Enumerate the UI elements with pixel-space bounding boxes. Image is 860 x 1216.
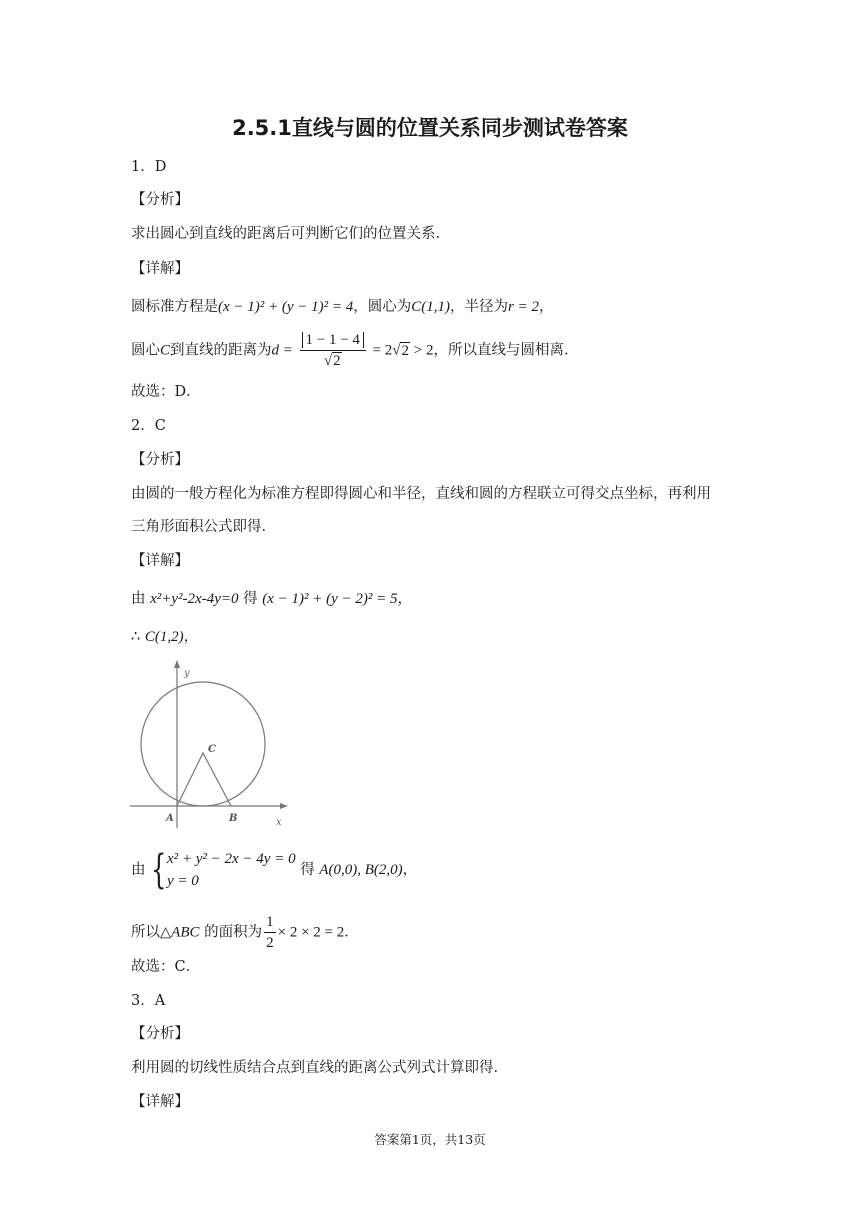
text: 得 — [243, 591, 258, 607]
center-point: C(1,1) — [411, 299, 451, 315]
brace-icon: { — [150, 847, 166, 893]
x-axis-arrow-icon — [280, 803, 288, 809]
text: ，圆心为 — [353, 299, 412, 315]
q2-conclusion: 故选：C． — [131, 959, 201, 975]
text: ， — [539, 299, 554, 315]
q2-detail-tag: 【详解】 — [131, 553, 189, 569]
q2-answer: 2．C — [131, 418, 166, 434]
text: ． — [344, 924, 359, 941]
q1-analysis: 求出圆心到直线的距离后可判断它们的位置关系． — [131, 226, 450, 242]
triangle-name: ABC — [171, 924, 200, 941]
point-b-label: B — [229, 813, 238, 824]
q1-detail-line-1 — [131, 297, 554, 317]
distance-fraction: $\frac{1 - 1 - 4}{√2}$ — [300, 330, 366, 371]
text: ， — [402, 862, 418, 878]
standard-equation: (x − 1)² + (y − 2)² = 5 — [262, 591, 398, 607]
intersection-points: A(0,0), B(2,0) — [319, 862, 403, 878]
circle-triangle-figure — [128, 660, 288, 828]
area-fraction: $\frac{1}{2}$ — [266, 914, 274, 951]
q2-analysis-line-2: 三角形面积公式即得． — [131, 519, 276, 535]
general-equation: x²+y²-2x-4y=0 — [150, 591, 239, 607]
circle-equation: (x − 1)² + (y − 1)² = 4 — [218, 299, 354, 315]
page-footer: 答案第1页，共13页 — [374, 1132, 486, 1147]
text: 所以△ — [131, 924, 172, 941]
page-title: 2.5.1直线与圆的位置关系同步测试卷答案 — [232, 116, 628, 140]
point-a-label: A — [166, 813, 174, 824]
circle — [141, 682, 265, 806]
text: 由 — [131, 862, 146, 878]
text: ， — [183, 629, 199, 645]
text: 由 — [131, 591, 146, 607]
area-result: × 2 × 2 = 2 — [277, 924, 345, 941]
equation-system — [167, 848, 296, 892]
q3-analysis-tag: 【分析】 — [131, 1026, 189, 1042]
q1-analysis-tag: 【分析】 — [131, 192, 189, 208]
q2-detail-line-1 — [131, 589, 412, 609]
q2-area-line — [131, 912, 359, 953]
text: ，半径为 — [450, 299, 509, 315]
q2-system-line — [131, 848, 417, 892]
text: 得 — [300, 862, 315, 878]
triangle-abc — [177, 753, 231, 806]
text: 圆心 — [131, 342, 160, 359]
text: 圆标准方程是 — [131, 299, 218, 315]
q1-answer: 1．D — [131, 159, 167, 175]
distance-label: d = — [271, 342, 293, 359]
system-equation-2: y = 0 — [166, 873, 199, 889]
y-axis-arrow-icon — [174, 660, 180, 668]
system-equation-1: x² + y² − 2x − 4y = 0 — [166, 851, 296, 867]
text: 的面积为 — [204, 924, 263, 941]
q3-detail-tag: 【详解】 — [131, 1094, 189, 1110]
radius-value: r = 2 — [508, 299, 539, 315]
q1-detail-tag: 【详解】 — [131, 261, 189, 277]
therefore-symbol: ∴ — [131, 629, 141, 645]
q3-analysis: 利用圆的切线性质结合点到直线的距离公式列式计算即得． — [131, 1060, 508, 1076]
q2-analysis-tag: 【分析】 — [131, 452, 189, 468]
q2-detail-line-2 — [131, 627, 198, 647]
text: ，所以直线与圆相离． — [433, 342, 579, 359]
fraction-numerator: 1 − 1 − 4 — [302, 332, 364, 348]
q1-detail-line-2 — [131, 330, 578, 371]
distance-result: = 2√2 > 2 — [372, 342, 434, 359]
text: 到直线的距离为 — [170, 342, 272, 359]
q3-answer: 3．A — [131, 993, 166, 1009]
q2-analysis-line-1: 由圆的一般方程化为标准方程即得圆心和半径，直线和圆的方程联立可得交点坐标，再利用 — [131, 486, 711, 502]
center-point: C(1,2) — [144, 629, 184, 645]
x-axis-label: x — [276, 817, 282, 828]
point-c-label: C — [208, 744, 216, 755]
text: ， — [397, 591, 412, 607]
center-label: C — [160, 342, 171, 359]
fraction-denominator: 2 — [333, 353, 341, 369]
q1-conclusion: 故选：D． — [131, 384, 201, 400]
y-axis-label: y — [184, 668, 190, 679]
